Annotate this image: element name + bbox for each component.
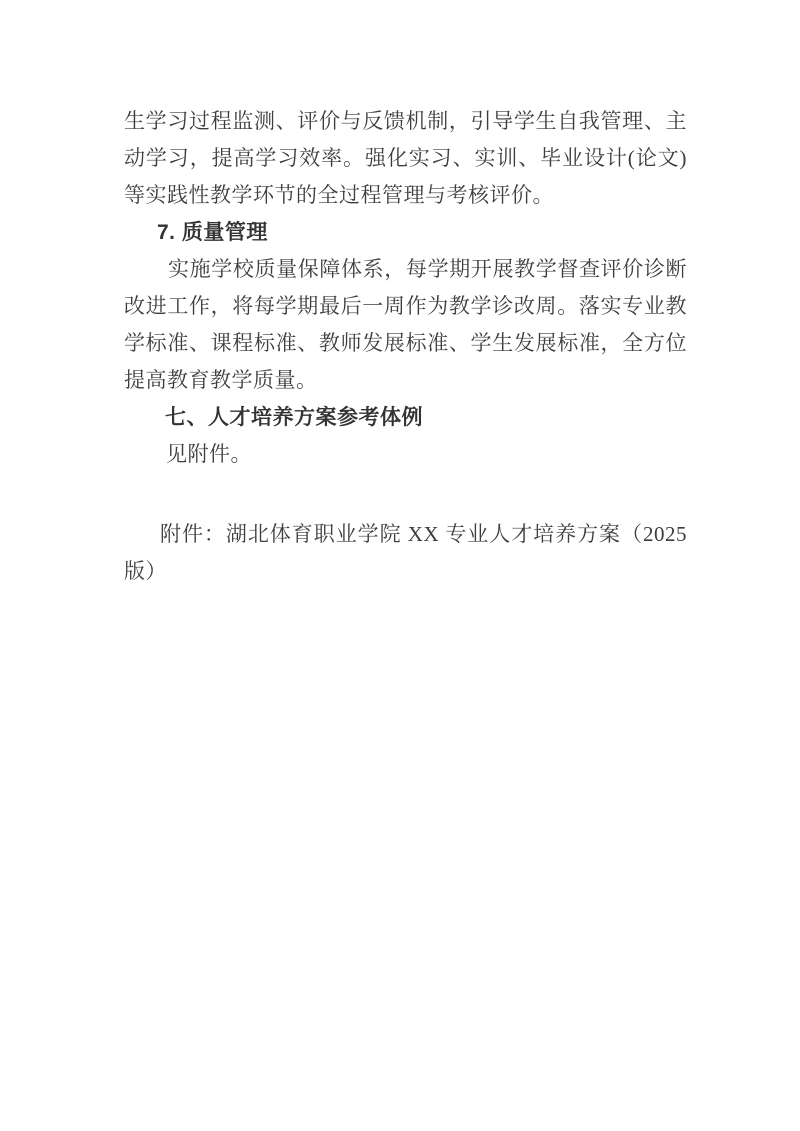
quality-paragraph-line: 实施学校质量保障体系，每学期开展教学督查评价诊断 [168,257,687,281]
reference-paragraph-line: 见附件。 [166,442,252,466]
paragraph-continuation-line: 动学习，提高学习效率。强化实习、实训、毕业设计(论文) [124,146,687,170]
attachment-line: 附件：湖北体育职业学院 XX 专业人才培养方案（2025 [160,522,687,546]
quality-paragraph-line: 改进工作，将每学期最后一周作为教学诊改周。落实专业教 [124,294,687,318]
quality-section-heading: 7. 质量管理 [157,221,268,244]
quality-paragraph-line: 学标准、课程标准、教师发展标准、学生发展标准，全方位 [124,331,687,355]
reference-section-heading: 七、人才培养方案参考体例 [165,406,423,429]
attachment-line: 版） [124,559,167,583]
paragraph-continuation-line: 生学习过程监测、评价与反馈机制，引导学生自我管理、主 [124,109,687,133]
document-text-block [124,103,687,590]
blank-line [124,473,687,516]
paragraph-continuation-line: 等实践性教学环节的全过程管理与考核评价。 [124,183,554,207]
quality-paragraph-line: 提高教育教学质量。 [124,368,318,392]
